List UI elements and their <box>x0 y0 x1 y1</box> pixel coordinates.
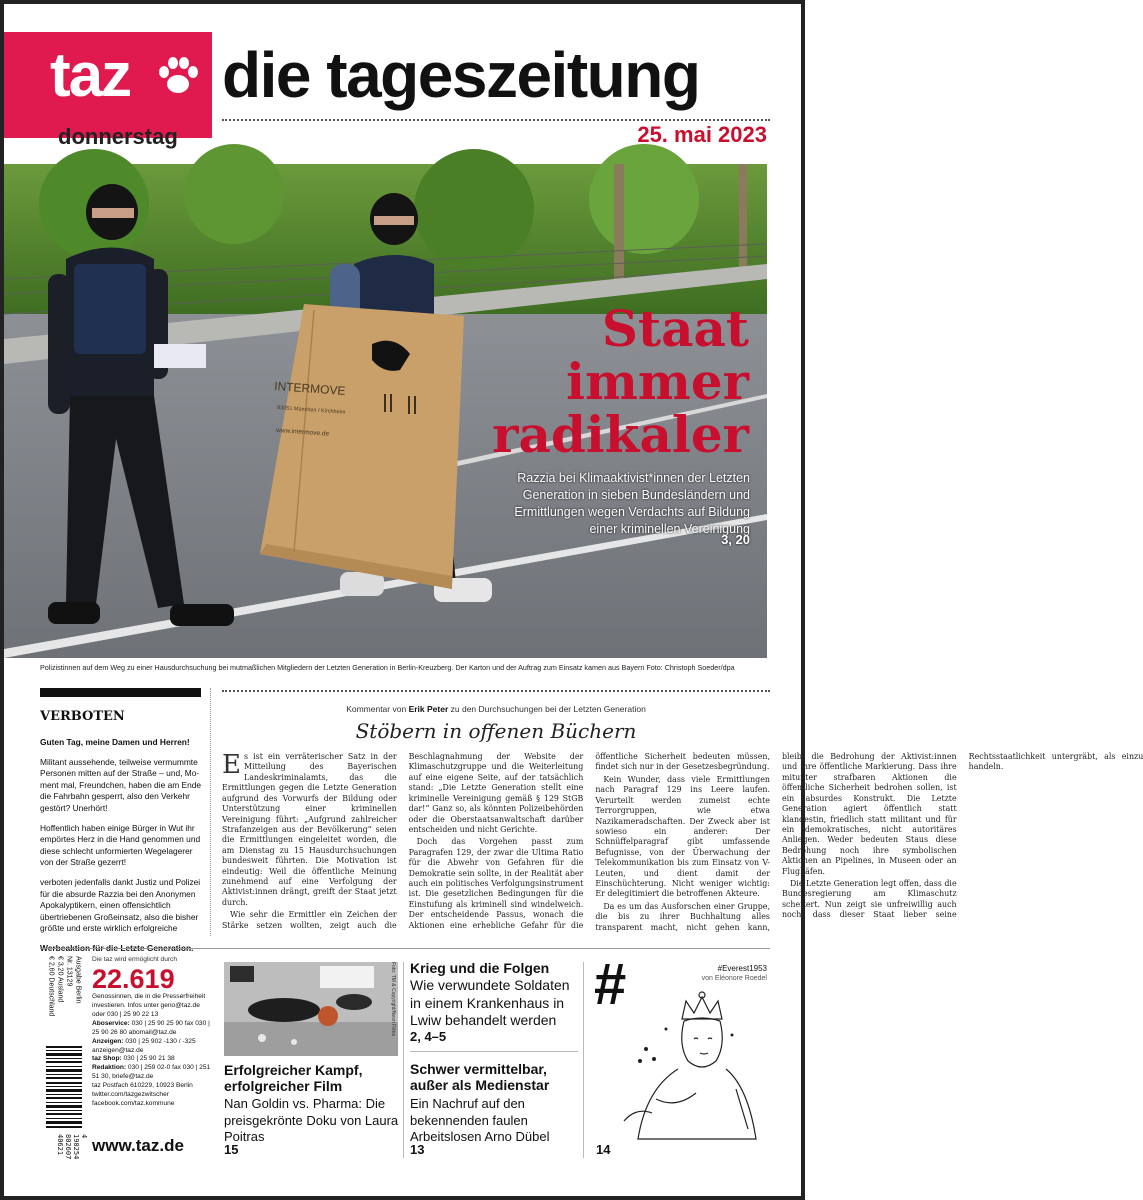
everest-author: von Eléonore Roedel <box>701 975 767 982</box>
redaktion <box>92 1064 214 1082</box>
cooperative-desc: Genossinnen, die in die Presserfreiheit investieren. Infos unter geno@taz.de oder 030 | 25 90 22 13 <box>92 993 206 1019</box>
hero-photo <box>4 164 767 658</box>
commentary-paragraph: Kein Wunder, dass viele Ermittlungen nach Paragraf 129 ins Leere laufen. Verurteilt werden zumeist echte Terrorgruppen, wie etwa Nazikameradschaften. Der Zweck aber ist sowieso ein anderer: Der Schnüffelparagraf gibt umfassende Befugnisse, von der Überwachung der Telekommunikation bis zum Einsatz von V-Leuten, und dient damit der Einschüchterung. Nicht weniger wichtig: Er delegitimiert die betroffenen Akteure. <box>595 774 770 899</box>
anzeigen-label: Anzeigen: <box>92 1037 124 1045</box>
commentary-paragraph: Wie sehr die Ermittler ein Zeichen der Stärke setzen wollten, zeigt auch die Beschlagnahmung der Website der Klimaschutzgruppe und die Weiterleitung auf eine eigene Seite, auf der tatsächlich stand: „Die Letzte Generation stellt eine kriminelle Vereinigung gemäß § 129 StGB dar!“ Ganz so, als könnten Polizeibehörden oder die Oberstaatsanwaltschaft darüber entscheiden und nicht Gerichte. <box>222 752 584 930</box>
commentary-text: s ist ein verräterischer Satz in der Mitteilung des Bayerischen Landeskriminalamts, das die Ermittlungen gegen die Letzte Generation aufgrund des Vorwurfs der Bildung oder Unterstützung einer kriminellen Vereinigung führt: „Aufgrund zahlreicher Strafanzeigen aus der Bevölkerung“ seien die Ermittlungen eingeleitet worden, die am Dienstag zu 15 Hausdurchsuchungen bundesweit führten. Die Motivation ist eindeutig: Weil die öffentliche Meinung zunehmend auf eine Verfolgung der Aktivist:innen drängt, greift der Staat jetzt durch. <box>222 752 397 907</box>
film-photo-credit: Foto: TM & Copyright/Neon Films <box>390 962 396 1037</box>
column-divider <box>210 688 211 936</box>
verboten-bar <box>40 688 201 697</box>
verboten-paragraph: verboten jedenfalls dankt Justiz und Polizei für die absurde Razzia bei den Anonymen Apokalyptikern, einen offensichtlich übertriebenen Großeinsatz, also die bisher größte und erste wirklich erfolgreiche <box>40 876 201 934</box>
anzeigen <box>92 1038 214 1056</box>
commentary-paragraph <box>222 752 397 908</box>
main-headline[interactable] <box>469 299 749 464</box>
teaser-rule <box>410 1051 578 1052</box>
obituary-subline: Ein Nachruf auf den bekennenden faulen Arbeitslosen Arno Dübel <box>410 1096 550 1145</box>
weekday: donnerstag <box>58 124 178 149</box>
postal-address: taz Postfach 610229, 10923 Berlin twitter.com/tazgezwitscher facebook.com/taz.kommune <box>92 1082 193 1107</box>
abo-service <box>92 1020 214 1038</box>
bottom-divider <box>583 962 584 1158</box>
deck-page-ref: 3, 20 <box>721 532 750 547</box>
verboten-paragraph: Hoffentlich haben einige Bürger in Wut ihr empörtes Herz in die Hand genommen und diese schlecht unformierten Wegelagerer von der Straße gezerrt! <box>40 822 201 868</box>
queen-drawing[interactable] <box>616 989 766 1149</box>
taz-logo[interactable] <box>4 32 212 138</box>
hash-symbol: # <box>594 952 627 1017</box>
verboten-greeting: Guten Tag, meine Damen und Herren! <box>40 737 190 747</box>
taz-shop <box>92 1055 214 1064</box>
commentary-paragraph: Die Letzte Generation legt offen, dass die Bundesregierung am Klimaschutz scheitert. Nun zeigt sie unfreiwillig auch noch, dass dieser Staat lieber seine Rechtsstaatlichkeit untergräbt, als einzu handeln. <box>781 752 1143 920</box>
website-link[interactable]: www.taz.de <box>92 1136 184 1155</box>
headline-line: immer <box>566 352 749 411</box>
box-brand: INTERMOVE <box>273 379 346 398</box>
headline-line: radikaler <box>492 405 749 464</box>
commentary-title[interactable]: Stöbern in offenen Büchern <box>355 719 637 743</box>
headline-deck: Razzia bei Klimaaktivist*innen der Letzten Generation in sieben Bundesländern und Ermittlungen wegen Verdachts auf Bildung einer kriminellen Vereinigung <box>514 471 750 536</box>
cooperative-intro: Die taz wird ermöglicht durch <box>92 956 178 963</box>
commentary-body <box>222 750 1143 934</box>
masthead-rule <box>222 119 770 121</box>
redaktion-label: Redaktion: <box>92 1064 127 1072</box>
redaktion-text[interactable]: 030 | 259 02-0 fax 030 | 251 51 30, briefe@taz.de <box>92 1064 211 1081</box>
barcode-number: 4 190254 802607 40621 <box>56 1134 88 1160</box>
masthead-title: die tageszeitung <box>222 39 700 111</box>
film-headline[interactable]: Erfolgreicher Kampf, erfolgreicher Film <box>224 1062 363 1095</box>
war-page-ref: 2, 4–5 <box>410 1029 447 1044</box>
barcode <box>46 1046 82 1128</box>
commentary-paragraph: Da es um das Ausforschen einer Gruppe, die bis zu ihrer Buchhaltung alles transparent macht, nicht gehen kann, bleibt die Bedrohung der Aktivist:innen und ihre öffentliche Markierung. Dass ihre mitunter strafbaren Aktionen die öffentliche Sicherheit bedrohen sollen, ist ein absurdes Konstrukt. Die Letzte Generation agiert öffentlich statt klandestin, friedlich statt militant und für ein demokratisches, nicht autoritäres Anliegen. Weder bedeuten Staus diese Bedrohung noch ihre symbolischen Aktionen an Pipelines, in Museen oder an Flughäfen. <box>595 752 957 932</box>
obituary-headline[interactable]: Schwer vermittelbar, außer als Medienstar <box>410 1061 550 1094</box>
film-subline: Nan Goldin vs. Pharma: Die preisgekrönte Doku von Laura Poitras <box>224 1096 399 1145</box>
commentary-kicker <box>222 704 770 714</box>
verboten-paragraph: Militant aussehende, teilweise vermummte Personen mitten auf der Straße – und, Moment mal, Freundchen, haben die am Ende die Fahrbahn gesperrt, also den Verkehr gestört? Unerhört! <box>40 756 202 813</box>
obituary-page-ref: 13 <box>410 1142 425 1157</box>
member-count: 22.619 <box>92 963 175 994</box>
commentary-paragraph: Doch das Vorgehen passt zum Paragrafen 129, der zwar die Ultima Ratio für die Abwehr von Gefahren für die Demokratie sein sollte, in der Realität aber auch ein politisches Verfolgungsinstrument ist. Die gesetzlichen Bedingungen für die Einstufung als kriminell sind windelweich. Der entscheidende Passus, wonach die Aktionen eine erhebliche Gefahr für die öffentliche Sicherheit bedeuten müssen, findet sich nur in der Gesetzesbegründung. <box>408 752 770 930</box>
publisher-info <box>92 956 214 1109</box>
verboten-signoff: Werbeaktion für die Letzte Generation. <box>40 942 194 953</box>
issue-date: 25. mai 2023 <box>637 122 767 147</box>
anzeigen-text[interactable]: 030 | 25 902 -130 / -325 anzeigen@taz.de <box>92 1037 196 1054</box>
film-photo[interactable] <box>224 962 398 1056</box>
issue-line: € 2,60 Deutschland <box>47 956 55 1017</box>
kicker-prefix: Kommentar von <box>346 704 407 714</box>
issue-line: Nr. 13129 <box>65 956 73 987</box>
shop-label: taz Shop: <box>92 1055 122 1063</box>
issue-info <box>40 956 88 1160</box>
issue-line: € 3,20 Ausland <box>56 956 64 1003</box>
box-url: www.intermove.de <box>275 427 330 438</box>
bottom-divider <box>403 962 404 1158</box>
issue-line: Ausgabe Berlin <box>74 956 82 1004</box>
box-address: 83051 München / Kirchheim <box>276 405 346 416</box>
commentary-author[interactable]: Erik Peter <box>408 704 449 714</box>
war-headline[interactable]: Krieg und die Folgen <box>410 960 550 976</box>
abo-text[interactable]: 030 | 25 90 25 90 fax 030 | 25 90 26 80 abomail@taz.de <box>92 1019 210 1036</box>
verboten-column <box>40 737 202 963</box>
shop-text[interactable]: 030 | 25 90 21 38 <box>123 1055 175 1063</box>
verboten-title: VERBOTEN <box>40 709 125 724</box>
paw-icon <box>154 52 202 100</box>
everest-tag[interactable]: #Everest1953 <box>717 964 767 973</box>
abo-label: Aboservice: <box>92 1019 130 1027</box>
film-page-ref: 15 <box>224 1142 239 1157</box>
photo-caption: Polizistinnen auf dem Weg zu einer Hausdurchsuchung bei mutmaßlichen Mitgliedern der Letzten Generation in Berlin-Kreuzberg. Der Karton und der Auftrag zum Einsatz kamen aus Bayern Foto: Christoph Soeder/dpa <box>40 663 735 672</box>
bottom-rule <box>40 948 770 949</box>
everest-page-ref: 14 <box>596 1142 611 1157</box>
drop-cap: E <box>222 750 241 780</box>
kicker-suffix: zu den Durchsuchungen bei der Letzten Generation <box>450 704 646 714</box>
war-subline: Wie verwundete Soldaten in einem Krankenhaus in Lwiw behandelt werden <box>410 977 570 1029</box>
commentary-rule <box>222 690 770 692</box>
headline-line: Staat <box>601 299 749 358</box>
logo-text: taz <box>50 41 131 110</box>
film-photo-illustration <box>224 962 398 1056</box>
